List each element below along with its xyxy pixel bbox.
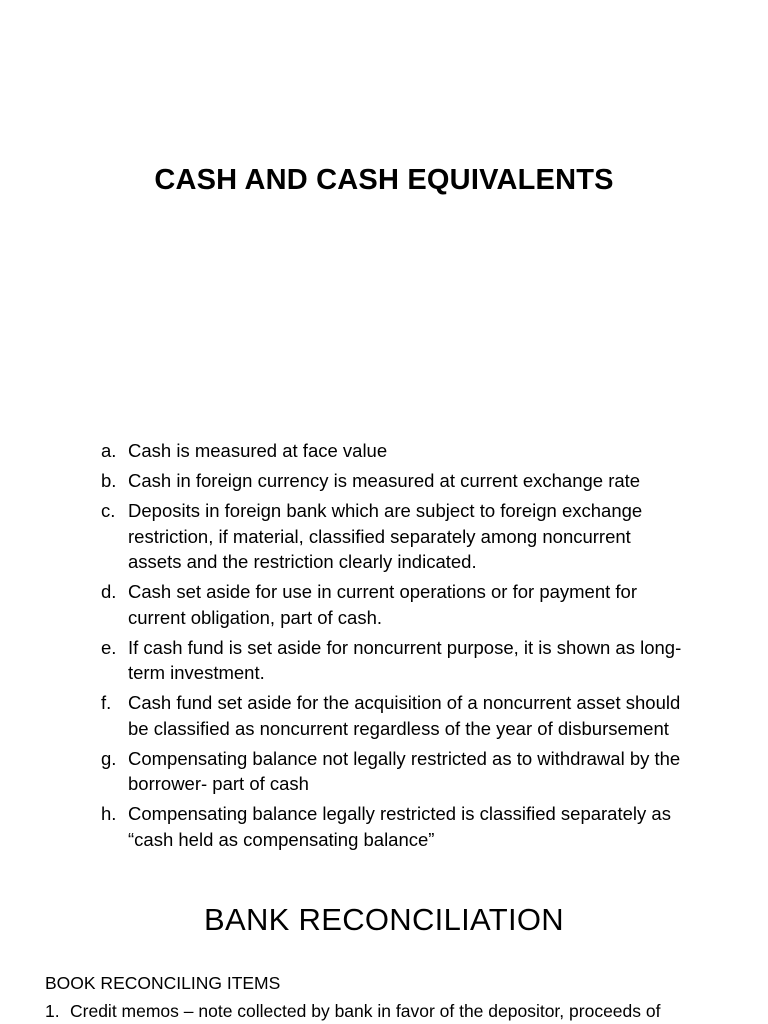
list-item <box>0 690 768 741</box>
reconciling-items-list <box>0 999 768 1024</box>
list-item-text: Cash in foreign currency is measured at current exchange rate <box>128 470 641 491</box>
list-item <box>0 801 768 852</box>
list-item <box>0 468 768 494</box>
list-item <box>0 999 768 1024</box>
list-item <box>0 746 768 797</box>
list-item-text: Cash fund set aside for the acquisition of a noncurrent asset should be classified as noncurrent regardless of the year of disbursement <box>128 692 681 739</box>
section-subheading: BOOK RECONCILING ITEMS <box>45 973 281 993</box>
list-item <box>0 579 768 630</box>
list-item <box>0 498 768 575</box>
list-item-text: Cash set aside for use in current operations or for payment for current obligation, part of cash. <box>128 581 638 628</box>
list-marker: a. <box>101 440 117 461</box>
list-item <box>0 635 768 686</box>
list-item <box>0 438 768 464</box>
cash-rules-list <box>0 438 768 857</box>
list-item-text: Cash is measured at face value <box>128 440 388 461</box>
list-marker: c. <box>101 500 116 521</box>
list-marker: e. <box>101 636 117 658</box>
list-item-text: If cash fund is set aside for noncurrent purpose, it is shown as long-term investment. <box>128 636 682 683</box>
slide-bank-reconciliation <box>0 866 768 1024</box>
list-item-text: Compensating balance not legally restricted as to withdrawal by the borrower- part of cash <box>128 747 681 794</box>
list-marker: d. <box>101 581 117 602</box>
slide-title: CASH AND CASH EQUIVALENTS <box>154 164 614 196</box>
list-marker: f. <box>101 692 112 713</box>
list-marker: g. <box>101 747 117 769</box>
slide-title: BANK RECONCILIATION <box>204 902 564 937</box>
list-marker: b. <box>101 470 117 491</box>
list-marker: 1. <box>45 1001 60 1021</box>
list-item-text: Deposits in foreign bank which are subject to foreign exchange restriction, if material, classified separately among noncurrent assets and the restriction clearly indicated. <box>128 500 643 572</box>
list-item-text: Compensating balance legally restricted is classified separately as “cash held as compensating balance” <box>128 803 671 850</box>
list-item-text: Credit memos – note collected by bank in favor of the depositor, proceeds of <box>70 1001 661 1021</box>
list-marker: h. <box>101 803 117 824</box>
